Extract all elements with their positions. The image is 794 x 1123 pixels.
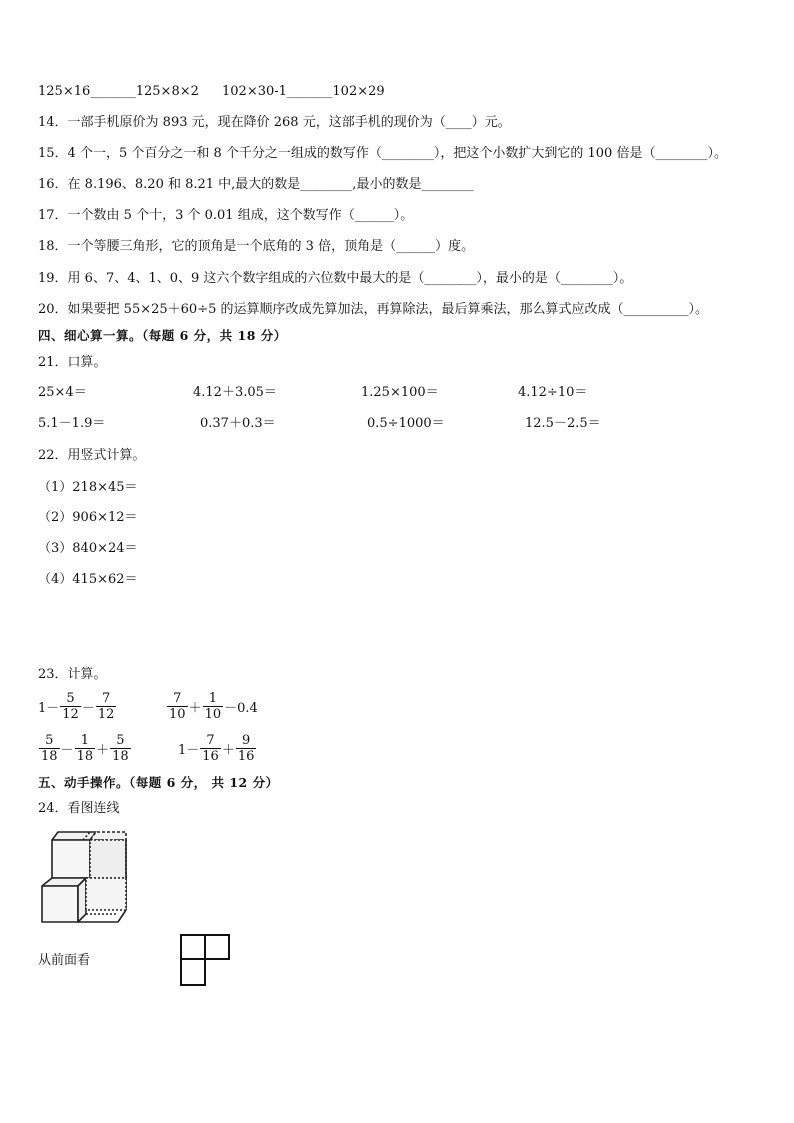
expr-text: 1－ [38,701,60,716]
fraction [96,691,117,722]
question-17: 17．一个数由 5 个十，3 个 0.01 组成，这个数写作（______）。 [38,208,414,223]
denominator: 18 [76,749,94,764]
q22-item: （2）906×12＝ [38,510,138,525]
numerator: 7 [167,691,188,707]
fraction [200,733,221,764]
denominator: 18 [41,749,58,764]
section-5-heading: 五、动手操作。（每题 6 分， 共 12 分） [38,775,279,790]
denominator: 12 [97,707,115,722]
denominator: 16 [237,749,255,764]
q22-item: （1）218×45＝ [38,480,138,495]
q23-expression-4 [178,733,257,764]
question-22-title: 22．用竖式计算。 [38,448,146,463]
expr-operator: ＋ [188,701,202,716]
q13-expr-a: 125×16_______125×8×2 [38,84,199,99]
q23-expression-2 [166,691,258,722]
q23-expression-1 [38,691,117,722]
expr-operator: ＋ [96,743,110,758]
numerator: 9 [236,733,257,749]
expr-operator: ＋ [221,743,235,758]
q21-item: 25×4＝ [38,385,87,400]
front-view-squares-figure[interactable] [179,933,231,989]
fraction [236,733,257,764]
question-18: 18．一个等腰三角形，它的顶角是一个底角的 3 倍，顶角是（______）度。 [38,239,475,254]
q21-item: 1.25×100＝ [361,385,439,400]
expr-operator: － [81,701,95,716]
question-15: 15．4 个一，5 个百分之一和 8 个千分之一组成的数写作（________），把这个小数扩大到它的 100 倍是（________）。 [38,146,727,161]
q22-item: （4）415×62＝ [38,572,138,587]
question-19: 19．用 6、7、4、1、0、9 这六个数字组成的六位数中最大的是（________），最小的是（________）。 [38,271,633,286]
denominator: 18 [112,749,129,764]
expr-operator: － [60,743,74,758]
q21-item: 4.12÷10＝ [518,385,588,400]
numerator: 1 [75,733,96,749]
numerator: 7 [96,691,117,707]
cube-stack-figure [38,826,130,924]
q13-expr-b: 102×30-1_______102×29 [222,84,385,99]
question-20: 20．如果要把 55×25＋60÷5 的运算顺序改成先算加法，再算除法，最后算乘法，那么算式应改成（__________）。 [38,302,708,317]
numerator: 5 [39,733,60,749]
question-14: 14．一部手机原价为 893 元，现在降价 268 元，这部手机的现价为（____）元。 [38,115,511,130]
question-23-title: 23．计算。 [38,667,107,682]
expr-text: －0.4 [224,701,258,716]
denominator: 10 [204,707,222,722]
q22-item: （3）840×24＝ [38,541,138,556]
q23-expression-3 [38,733,132,764]
denominator: 16 [202,749,219,764]
fraction [167,691,188,722]
question-21-title: 21．口算。 [38,355,107,370]
numerator: 7 [200,733,221,749]
numerator: 5 [60,691,81,707]
fraction [203,691,224,722]
q21-item: 12.5－2.5＝ [525,416,601,431]
q21-item: 0.37＋0.3＝ [200,416,276,431]
expr-text: 1－ [178,743,200,758]
q21-item: 0.5÷1000＝ [367,416,445,431]
question-16: 16．在 8.196、8.20 和 8.21 中,最大的数是________,最小的数是________ [38,177,474,192]
numerator: 5 [110,733,131,749]
numerator: 1 [203,691,224,707]
fraction [60,691,81,722]
fraction [75,733,96,764]
section-4-heading: 四、细心算一算。（每题 6 分，共 18 分） [38,328,287,343]
fraction [39,733,60,764]
denominator: 12 [62,707,79,722]
q21-item: 5.1－1.9＝ [38,416,106,431]
front-view-label: 从前面看 [38,953,91,968]
denominator: 10 [169,707,186,722]
question-24-title: 24．看图连线 [38,801,120,816]
fraction [110,733,131,764]
q21-item: 4.12＋3.05＝ [193,385,277,400]
